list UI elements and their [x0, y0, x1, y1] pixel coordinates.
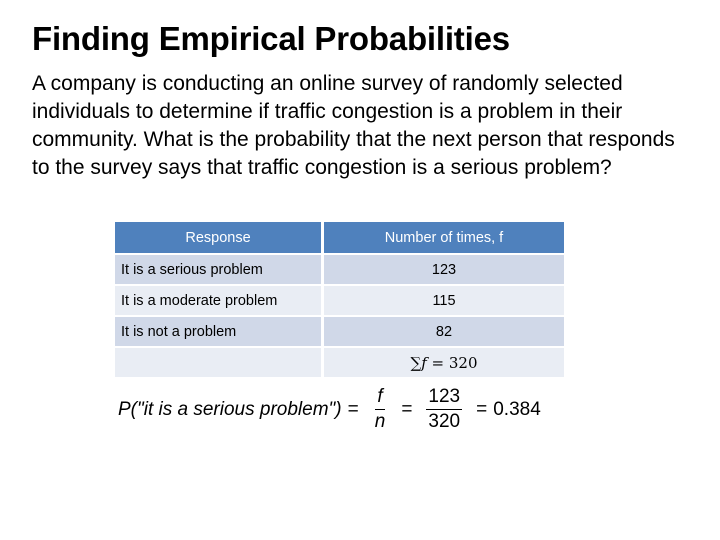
- count-cell: 115: [324, 286, 564, 315]
- fraction-denominator: n: [374, 411, 386, 432]
- response-cell: It is a serious problem: [115, 255, 321, 284]
- fraction-numerator: 123: [426, 386, 462, 410]
- response-cell: It is not a problem: [115, 317, 321, 346]
- header-response: Response: [115, 222, 321, 253]
- equals-sign: =: [347, 398, 359, 420]
- table-row: [115, 255, 564, 284]
- count-cell: 123: [324, 255, 564, 284]
- table-header-row: [115, 222, 564, 253]
- equals-sign: =: [476, 398, 488, 420]
- probability-formula: [118, 386, 541, 433]
- formula-lhs: P("it is a serious problem"): [118, 398, 342, 420]
- table-row: [115, 286, 564, 315]
- empty-cell: [115, 348, 321, 377]
- sum-value: = 320: [426, 353, 478, 372]
- frequency-table: [115, 222, 564, 377]
- table-sum-row: [115, 348, 564, 377]
- header-number-of-times: [324, 222, 564, 253]
- problem-statement: A company is conducting an online survey of randomly selected individuals to determine if traffic congestion is a problem in their community. What is the probability that the next person that responds to the survey says that traffic congestion is a serious problem?: [32, 72, 675, 179]
- sum-cell: [324, 348, 564, 377]
- header-number-label: Number of times, f: [384, 229, 504, 246]
- equals-sign: =: [401, 398, 413, 420]
- response-cell: It is a moderate problem: [115, 286, 321, 315]
- slide-title: Finding Empirical Probabilities: [32, 20, 510, 57]
- probability-result: 0.384: [493, 398, 541, 420]
- count-cell: 82: [324, 317, 564, 346]
- table-row: [115, 317, 564, 346]
- fraction-numerator: f: [375, 386, 384, 410]
- sigma-symbol: ∑: [410, 353, 422, 372]
- fraction-denominator: 320: [428, 411, 461, 432]
- fraction-123-over-320: [426, 386, 462, 433]
- fraction-f-over-n: [373, 386, 388, 433]
- sum-variable: f: [421, 353, 427, 372]
